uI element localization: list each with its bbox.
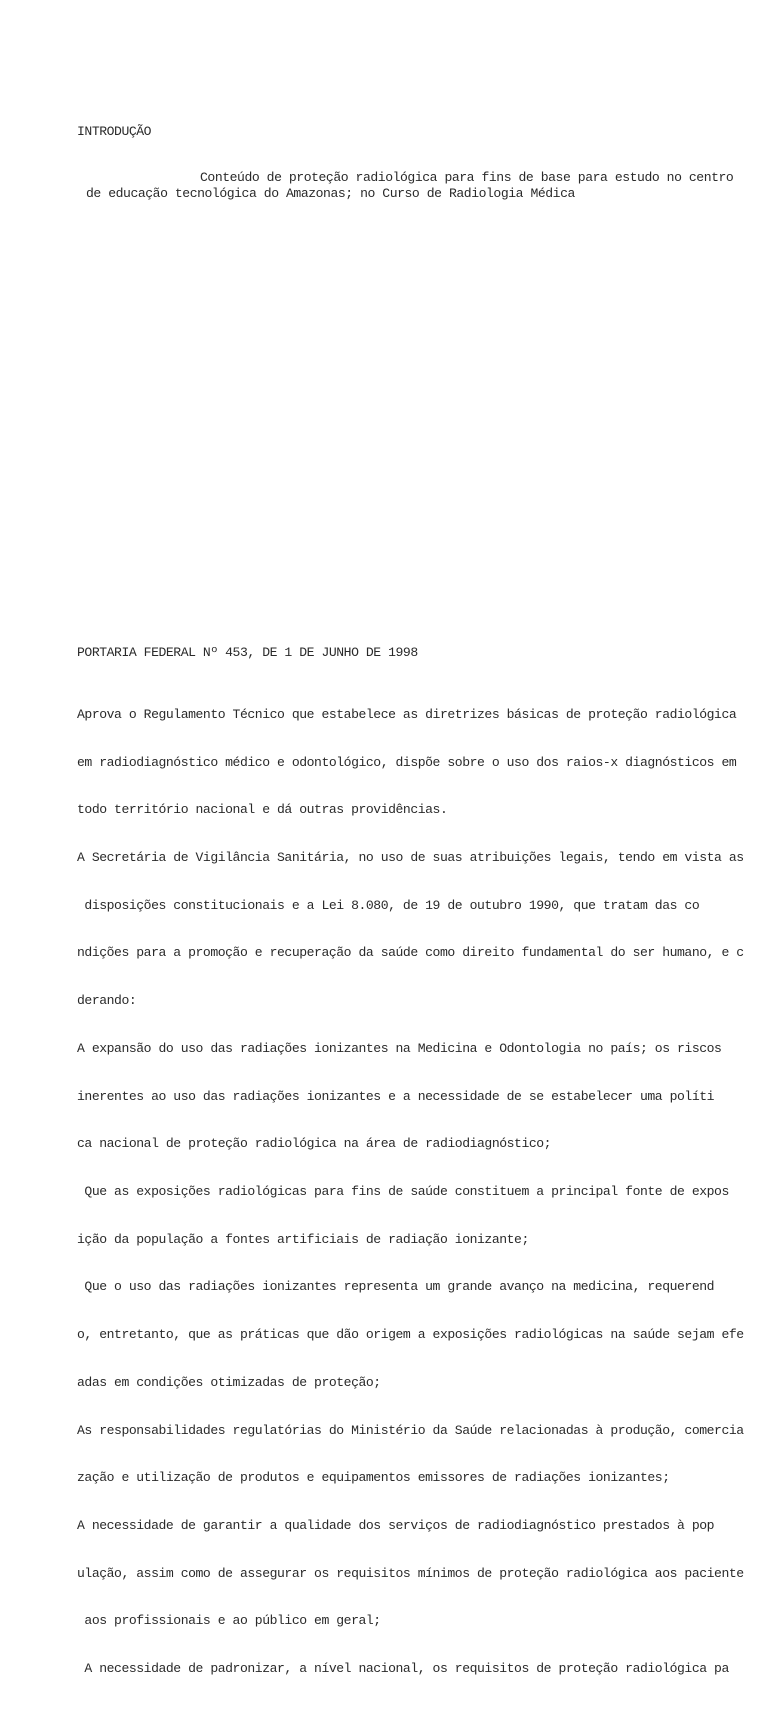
portaria-body xyxy=(77,675,768,1709)
body-line: A necessidade de padronizar, a nível nacional, os requisitos de proteção radiológica pa xyxy=(77,1661,729,1677)
body-line: adas em condições otimizadas de proteção; xyxy=(77,1374,381,1390)
body-line: Aprova o Regulamento Técnico que estabelece as diretrizes básicas de proteção radiológica xyxy=(77,706,737,722)
body-line: o, entretanto, que as práticas que dão origem a exposições radiológicas na saúde sejam efe xyxy=(77,1327,744,1343)
body-line: todo território nacional e dá outras providências. xyxy=(77,802,448,818)
body-line: derando: xyxy=(77,993,137,1009)
body-line: A expansão do uso das radiações ionizantes na Medicina e Odontologia no país; os riscos xyxy=(77,1040,722,1056)
body-line: ndições para a promoção e recuperação da saúde como direito fundamental do ser humano, e c xyxy=(77,945,744,961)
intro-text-line: de educação tecnológica do Amazonas; no Curso de Radiologia Médica xyxy=(86,186,575,201)
body-line: disposições constitucionais e a Lei 8.080, de 19 de outubro 1990, que tratam das co xyxy=(77,897,700,913)
portaria-title: PORTARIA FEDERAL Nº 453, DE 1 DE JUNHO DE 1998 xyxy=(77,645,418,660)
body-line: Que as exposições radiológicas para fins de saúde constituem a principal fonte de expos xyxy=(77,1184,729,1199)
body-line: ulação, assim como de assegurar os requisitos mínimos de proteção radiológica aos paciente xyxy=(77,1565,744,1581)
body-line: Que o uso das radiações ionizantes representa um grande avanço na medicina, requerend xyxy=(77,1279,715,1295)
body-line: aos profissionais e ao público em geral; xyxy=(77,1613,381,1629)
body-line: ca nacional de proteção radiológica na área de radiodiagnóstico; xyxy=(77,1136,552,1152)
body-line: As responsabilidades regulatórias do Ministério da Saúde relacionadas à produção, comercia xyxy=(77,1422,744,1438)
intro-heading: INTRODUÇÃO xyxy=(77,124,152,139)
body-line: A Secretária de Vigilância Sanitária, no uso de suas atribuições legais, tendo em vista as xyxy=(77,849,744,865)
body-line: inerentes ao uso das radiações ionizantes e a necessidade de se estabelecer uma políti xyxy=(77,1088,715,1104)
body-line: A necessidade de garantir a qualidade dos serviços de radiodiagnóstico prestados à pop xyxy=(77,1518,715,1534)
body-line: em radiodiagnóstico médico e odontológico, dispõe sobre o uso dos raios-x diagnósticos em xyxy=(77,754,737,770)
body-line: zação e utilização de produtos e equipamentos emissores de radiações ionizantes; xyxy=(77,1470,670,1486)
body-line: ição da população a fontes artificiais de radiação ionizante; xyxy=(77,1231,529,1247)
intro-text-line: Conteúdo de proteção radiológica para fins de base para estudo no centro xyxy=(200,170,734,185)
